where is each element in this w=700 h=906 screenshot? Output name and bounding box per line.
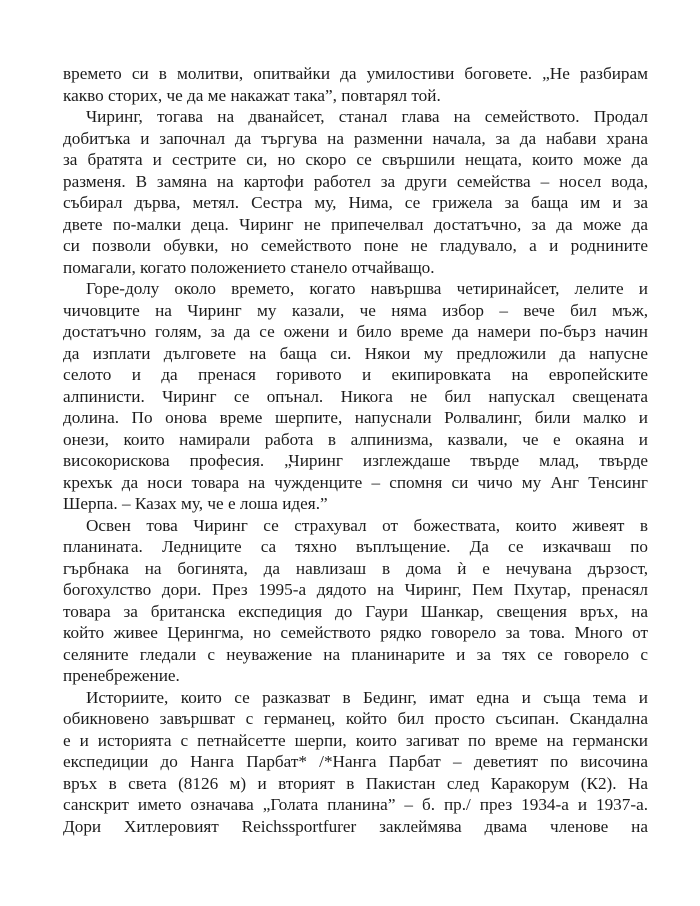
text-line: селяните гледали с неуважение на планинарите и за тях се говорело с bbox=[63, 644, 648, 664]
text-line: си позволи обувки, но семейството поне не гладувало, а и роднините bbox=[63, 236, 648, 255]
text-line: богохулство дори. През 1995-а дядото на Чиринг, Пем Пхутар, пренасял bbox=[63, 580, 648, 599]
text-line: е и историята с петнайсетте шерпи, които загиват по време на германски bbox=[63, 730, 648, 750]
text-line: експедиции до Нанга Парбат* /*Нанга Парбат – деветият по височина bbox=[63, 752, 648, 771]
text-line: товара за британска експедиция до Гаури Шанкар, свещения връх, на bbox=[63, 601, 648, 621]
text-line: алпинисти. Чиринг се опънал. Никога не бил напускал свещената bbox=[63, 386, 648, 406]
text-line: двете по-малки деца. Чиринг не припечелвал достатъчно, за да може да bbox=[63, 214, 648, 234]
text-line: достатъчно голям, за да се ожени и било време да намери по-бърз начин bbox=[63, 322, 648, 341]
text-line: планината. Ледниците са тяхно въплъщение. Да се изкачваш по bbox=[63, 537, 648, 556]
text-line: връх в света (8126 м) и вторият в Пакистан след Каракорум (К2). На bbox=[63, 773, 648, 793]
text-line: какво сторих, че да ме накажат така”, повтарял той. bbox=[63, 85, 441, 105]
text-line: долина. По онова време шерпите, напуснали Ролвалинг, били малко и bbox=[63, 408, 648, 427]
text-line: гърбнака на богинята, да навлизаш в дома ѝ е нечувана дързост, bbox=[63, 558, 648, 578]
text-line: Шерпа. – Казах му, че е лоша идея.” bbox=[63, 494, 328, 513]
text-line: за братята и сестрите си, но скоро се свършили нещата, които може да bbox=[63, 150, 648, 169]
text-line: помагали, когато положението станело отчайващо. bbox=[63, 257, 435, 277]
text-line: крехък да носи товара на чужденците – спомня си чичо му Анг Тенсинг bbox=[63, 472, 648, 492]
text-line: добитъка и започнал да търгува на разменни начала, за да набави храна bbox=[63, 128, 648, 148]
text-line: Дори Хитлеровият Reichssportfurer заклеймява двама членове на bbox=[63, 816, 648, 836]
text-line: Чиринг, тогава на дванайсет, станал глава на семейството. Продал bbox=[86, 107, 648, 126]
text-line: санскрит името означава „Голата планина” – б. пр./ през 1934-а и 1937-а. bbox=[63, 795, 648, 814]
paragraph bbox=[63, 515, 648, 687]
text-line: високорискова професия. „Чиринг изглеждаше твърде млад, твърде bbox=[63, 451, 648, 470]
text-line: Горе-долу около времето, когато навършва четиринайсет, лелите и bbox=[86, 279, 648, 298]
text-line: Историите, които се разказват в Бединг, имат една и съща тема и bbox=[86, 687, 648, 707]
body-text bbox=[63, 63, 648, 837]
paragraph bbox=[63, 278, 648, 515]
text-line: който живее Церингма, но семейството рядко говорело за това. Много от bbox=[63, 623, 648, 642]
text-line: пренебрежение. bbox=[63, 666, 180, 685]
paragraph bbox=[63, 687, 648, 838]
text-line: обикновено завършват с германец, който бил просто съсипан. Скандална bbox=[63, 709, 648, 728]
text-line: разменя. В замяна на картофи работел за други семейства – носел вода, bbox=[63, 171, 648, 191]
text-line: онези, които намирали работа в алпинизма, казвали, че е окаяна и bbox=[63, 429, 648, 449]
paragraph bbox=[63, 106, 648, 278]
paragraph bbox=[63, 63, 648, 106]
text-line: събирал дърва, метял. Сестра му, Нима, се грижела за баща им и за bbox=[63, 193, 648, 212]
text-line: времето си в молитви, опитвайки да умилостиви боговете. „Не разбирам bbox=[63, 64, 648, 83]
text-line: селото и да пренася горивото и екипировката на европейските bbox=[63, 365, 648, 384]
text-line: Освен това Чиринг се страхувал от божествата, които живеят в bbox=[86, 515, 648, 535]
text-line: да изплати дълговете на баща си. Някои му предложили да напусне bbox=[63, 343, 648, 363]
text-line: чичовците на Чиринг му казали, че няма избор – вече бил мъж, bbox=[63, 300, 648, 320]
